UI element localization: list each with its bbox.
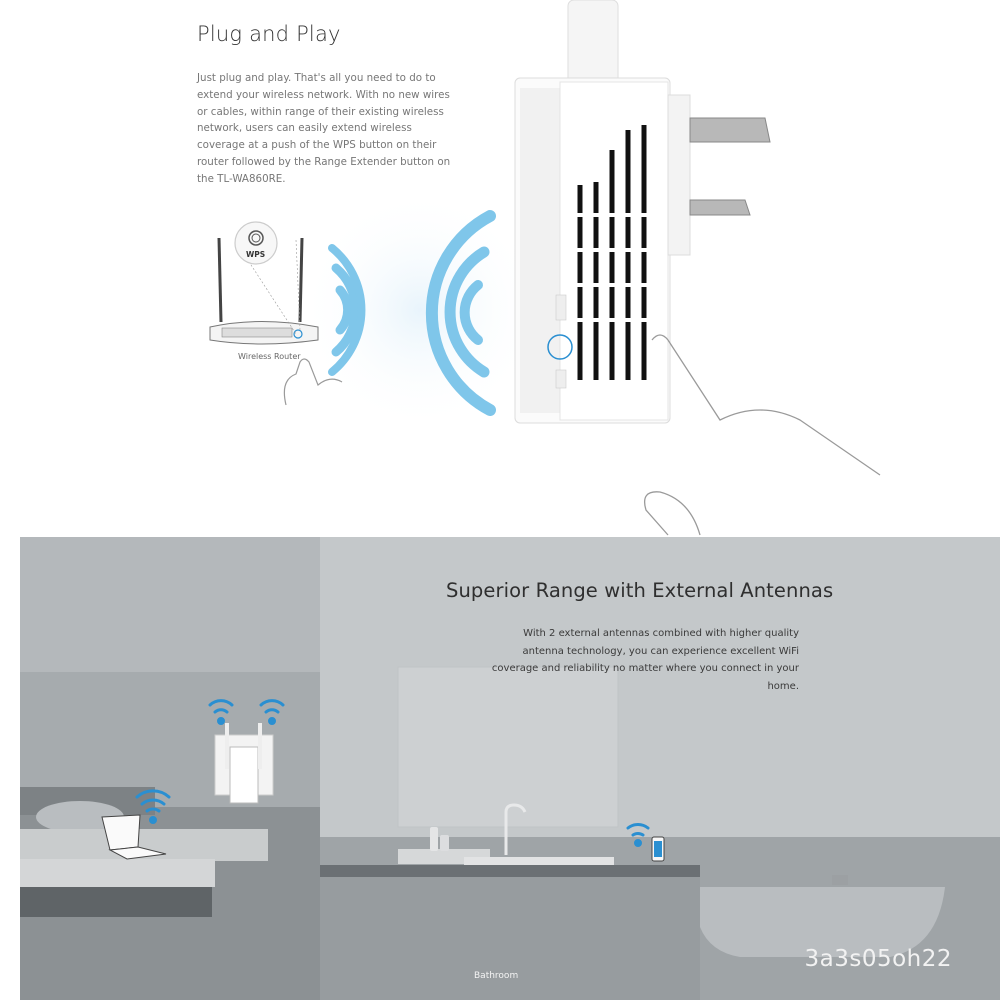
watermark-text: 3a3s05oh22 (804, 946, 952, 972)
section-title: Superior Range with External Antennas (446, 579, 834, 602)
range-extender-device (515, 0, 770, 423)
signal-glow (300, 190, 540, 430)
bathtub-illustration (700, 875, 945, 957)
pressing-hand-icon (645, 335, 880, 535)
section-title: Plug and Play (197, 22, 341, 46)
section-description: With 2 external antennas combined with higher quality antenna technology, you can experience excellent WiFi coverage and reliability no matter where you connect in your home. (491, 628, 799, 692)
section-description: Just plug and play. That's all you need to do to extend your wireless network. With no new wires or cables, within range of their existing wireless network, users can easily extend wireless coverage at a push of the WPS button on their router followed by the Range Extender button on the TL-WA860RE. (197, 72, 451, 185)
room-label: Bathroom (474, 971, 519, 981)
router-label: Wireless Router (238, 352, 301, 361)
superior-range-section (20, 537, 1000, 1000)
home-scene-illustration (20, 537, 1000, 1000)
smartphone-icon (652, 837, 664, 861)
wps-label: WPS (246, 250, 266, 259)
range-extender-icon (215, 723, 273, 803)
